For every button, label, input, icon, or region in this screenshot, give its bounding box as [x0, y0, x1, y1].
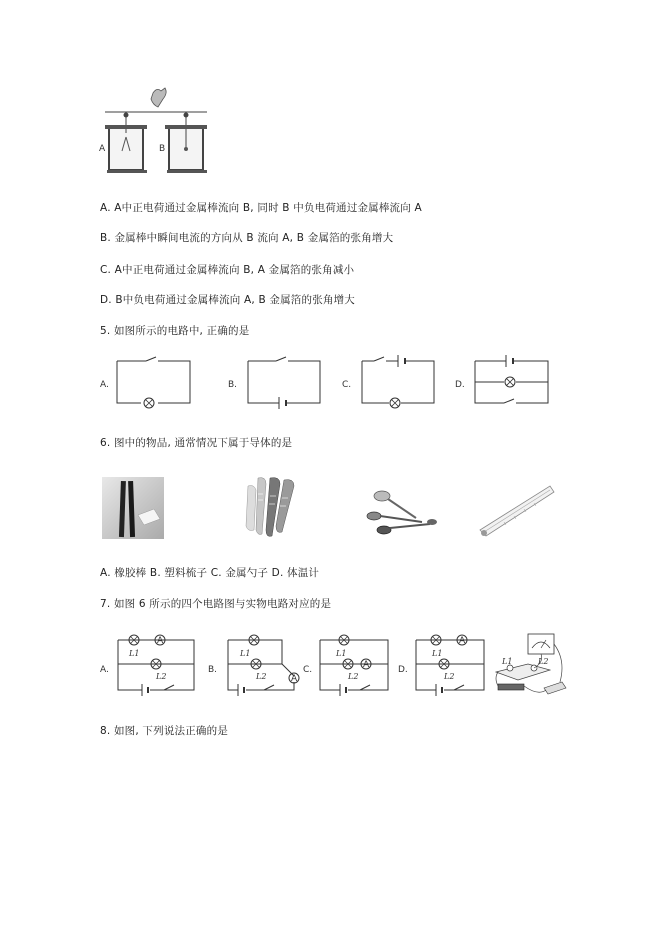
q5-label-a: A. [100, 380, 109, 390]
svg-text:A: A [363, 660, 370, 670]
q7-circuit-diagrams [98, 630, 568, 700]
q5-label-d: D. [455, 380, 465, 390]
svg-text:L2: L2 [444, 672, 455, 681]
q6-options: A. 橡胶棒 B. 塑料梳子 C. 金属勺子 D. 体温计 [100, 567, 320, 579]
q4-option-b: B. 金属棒中瞬间电流的方向从 B 流向 A, B 金属箔的张角增大 [100, 232, 394, 244]
q5-circuit-diagrams [98, 355, 558, 410]
q4-option-a: A. A中正电荷通过金属棒流向 B, 同时 B 中负电荷通过金属棒流向 A [100, 202, 422, 214]
svg-text:L1: L1 [502, 657, 513, 666]
metal-spoon-photo [360, 484, 444, 540]
svg-text:L2: L2 [256, 672, 267, 681]
q7-question: 7. 如图 6 所示的四个电路图与实物电路对应的是 [100, 598, 332, 610]
q8-question: 8. 如图, 下列说法正确的是 [100, 725, 229, 737]
q4-option-d: D. B中负电荷通过金属棒流向 A, B 金属箔的张角增大 [100, 294, 355, 306]
q7-label-c: C. [303, 665, 313, 675]
plastic-comb-photo [236, 474, 306, 540]
svg-text:L1: L1 [336, 649, 347, 658]
svg-text:L1: L1 [240, 649, 251, 658]
q7-label-b: B. [208, 665, 218, 675]
svg-text:A: A [291, 674, 298, 684]
svg-text:L2: L2 [348, 672, 359, 681]
svg-text:A: A [459, 636, 466, 646]
q4-option-c: C. A中正电荷通过金属棒流向 B, A 金属箔的张角减小 [100, 264, 355, 276]
physical-circuit-drawing [496, 634, 566, 694]
svg-text:A: A [157, 636, 164, 646]
electroscope-label-b: B [159, 144, 166, 154]
electroscope-figure [95, 85, 210, 177]
q5-label-c: C. [342, 380, 352, 390]
q7-label-a: A. [100, 665, 109, 675]
electroscope-label-a: A [99, 144, 106, 154]
q5-label-b: B. [228, 380, 238, 390]
svg-text:L1: L1 [129, 649, 140, 658]
thermometer-photo [474, 478, 558, 538]
svg-text:L2: L2 [156, 672, 167, 681]
svg-text:L2: L2 [538, 657, 549, 666]
q7-label-d: D. [398, 665, 408, 675]
q5-question: 5. 如图所示的电路中, 正确的是 [100, 325, 250, 337]
svg-text:L1: L1 [432, 649, 443, 658]
rubber-rod-photo [102, 477, 164, 539]
q6-question: 6. 图中的物品, 通常情况下属于导体的是 [100, 437, 293, 449]
